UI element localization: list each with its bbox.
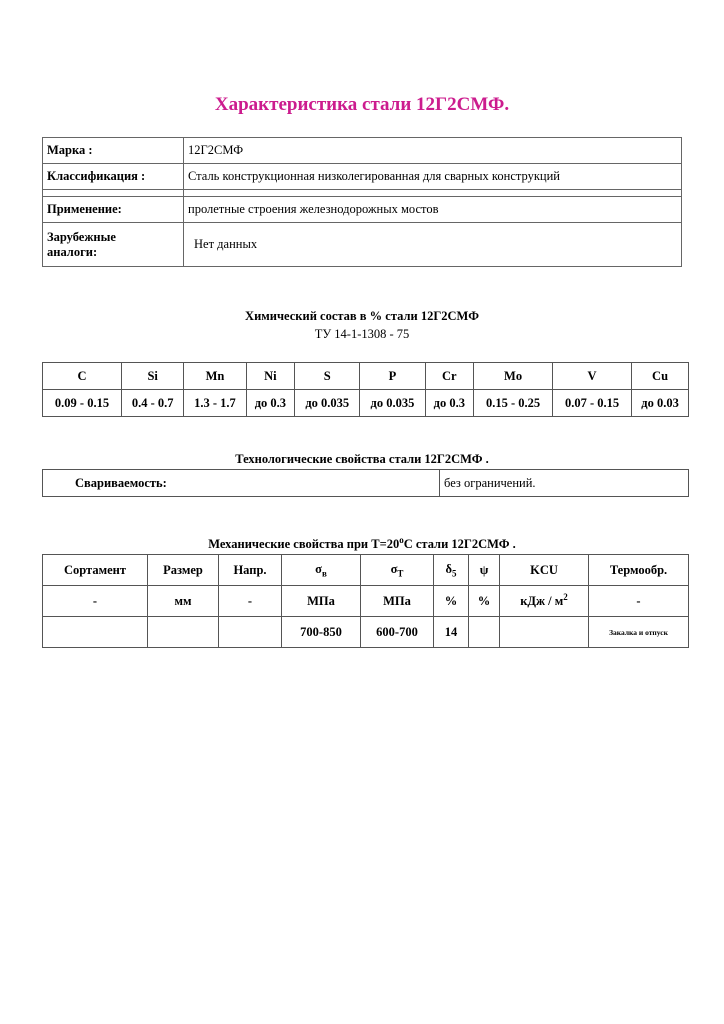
element-value: 1.3 - 1.7 (184, 390, 246, 417)
table-row (43, 555, 689, 586)
unit-sortament: - (43, 586, 148, 617)
table-row (43, 164, 682, 190)
element-header: Mn (184, 363, 246, 390)
value-sigma-b: 700-850 (282, 617, 361, 648)
element-value: 0.07 - 0.15 (553, 390, 632, 417)
chemical-table (42, 362, 689, 417)
mech-title-prefix: Механические свойства при Т=20 (208, 537, 400, 552)
chemical-standard: ТУ 14-1-1308 - 75 (314, 327, 410, 341)
unit-sigma-t: МПа (361, 586, 434, 617)
element-header: V (553, 363, 632, 390)
classification-value: Сталь конструкционная низколегированная для сварных конструкций (184, 164, 682, 190)
weldability-label: Свариваемость: (43, 470, 440, 497)
mech-title-sup: o (399, 535, 404, 545)
header-direction: Напр. (219, 555, 282, 586)
unit-sigma-b: МПа (282, 586, 361, 617)
element-header: Cu (632, 363, 689, 390)
mech-title (0, 535, 724, 552)
page-title: Характеристика стали 12Г2СМФ. (214, 94, 510, 115)
table-row (43, 223, 682, 267)
classification-label: Классификация : (43, 164, 184, 190)
element-header: Cr (425, 363, 474, 390)
tech-title: Технологические свойства стали 12Г2СМФ . (235, 452, 489, 466)
element-value: до 0.3 (425, 390, 474, 417)
value-psi (469, 617, 500, 648)
element-header: P (360, 363, 425, 390)
grade-label: Марка : (43, 138, 184, 164)
general-info-table (42, 137, 682, 267)
element-value: 0.09 - 0.15 (43, 390, 122, 417)
grade-value: 12Г2СМФ (184, 138, 682, 164)
element-header: Si (122, 363, 184, 390)
delta-sub: 5 (452, 568, 457, 579)
sigma-t-symbol: σ (390, 561, 398, 576)
table-row (43, 363, 689, 390)
application-label: Применение: (43, 197, 184, 223)
unit-heat: - (589, 586, 689, 617)
value-size (148, 617, 219, 648)
unit-delta: % (434, 586, 469, 617)
element-value: 0.4 - 0.7 (122, 390, 184, 417)
weldability-value: без ограничений. (440, 470, 689, 497)
unit-kcu-sup: 2 (563, 592, 568, 603)
sigma-b-symbol: σ (315, 561, 322, 576)
tech-table (42, 469, 689, 497)
header-sortament: Сортамент (43, 555, 148, 586)
table-row (43, 390, 689, 417)
value-sigma-t: 600-700 (361, 617, 434, 648)
element-value: до 0.03 (632, 390, 689, 417)
analogs-label-line1: Зарубежные (47, 229, 116, 244)
header-psi: ψ (469, 555, 500, 586)
element-header: C (43, 363, 122, 390)
element-value: до 0.035 (295, 390, 360, 417)
header-sigma-t (361, 555, 434, 586)
sigma-t-sub: T (397, 568, 404, 579)
element-value: до 0.3 (246, 390, 295, 417)
table-row (43, 138, 682, 164)
table-row (43, 617, 689, 648)
unit-psi: % (469, 586, 500, 617)
element-header: S (295, 363, 360, 390)
element-value: до 0.035 (360, 390, 425, 417)
value-heat: Закалка и отпуск (589, 617, 689, 648)
element-value: 0.15 - 0.25 (474, 390, 553, 417)
analogs-label-line2: аналоги: (47, 244, 98, 259)
unit-direction: - (219, 586, 282, 617)
unit-kcu (500, 586, 589, 617)
unit-kcu-text: кДж / м (520, 594, 564, 609)
value-kcu (500, 617, 589, 648)
mech-table (42, 554, 689, 648)
value-direction (219, 617, 282, 648)
delta-symbol: δ (445, 561, 452, 576)
analogs-label (43, 223, 184, 267)
header-kcu: KCU (500, 555, 589, 586)
value-delta: 14 (434, 617, 469, 648)
application-value: пролетные строения железнодорожных мостов (184, 197, 682, 223)
header-delta (434, 555, 469, 586)
table-row (43, 197, 682, 223)
unit-size: мм (148, 586, 219, 617)
chemical-title: Химический состав в % стали 12Г2СМФ (245, 309, 479, 323)
mech-title-suffix: С стали 12Г2СМФ . (403, 537, 516, 552)
header-sigma-b (282, 555, 361, 586)
table-row (43, 586, 689, 617)
table-row (43, 470, 689, 497)
table-spacer-row (43, 190, 682, 197)
sigma-b-sub: в (321, 568, 327, 579)
analogs-value: Нет данных (184, 223, 682, 267)
element-header: Ni (246, 363, 295, 390)
value-sortament (43, 617, 148, 648)
header-size: Размер (148, 555, 219, 586)
header-heat: Термообр. (589, 555, 689, 586)
element-header: Mo (474, 363, 553, 390)
